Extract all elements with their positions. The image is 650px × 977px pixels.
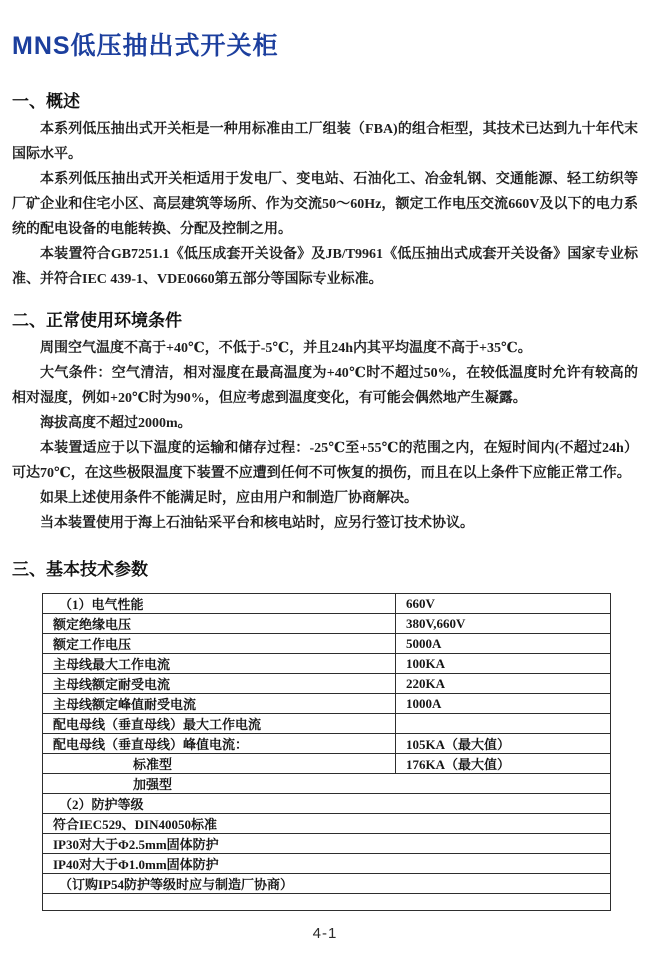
- section-environment-body: [12, 336, 638, 536]
- page-title: MNS低压抽出式开关柜: [12, 32, 279, 60]
- section-environment-heading: 二、正常使用环境条件: [12, 311, 182, 330]
- param-label-cell: 额定工作电压: [43, 634, 396, 654]
- param-label-cell: 主母线额定耐受电流: [43, 674, 396, 694]
- param-label-cell: 主母线额定峰值耐受电流: [43, 694, 396, 714]
- table-row: [43, 774, 611, 794]
- table-row: [43, 714, 611, 734]
- param-value-cell: 1000A: [396, 694, 611, 714]
- param-label-cell: IP30对大于Φ2.5mm固体防护: [43, 834, 611, 854]
- param-label-cell: 配电母线（垂直母线）峰值电流：: [43, 734, 396, 754]
- table-row: [43, 794, 611, 814]
- param-label-cell: 加强型: [43, 774, 611, 794]
- param-value-cell: 380V,660V: [396, 614, 611, 634]
- param-label-cell: 主母线最大工作电流: [43, 654, 396, 674]
- param-label-cell: （2）防护等级: [43, 794, 611, 814]
- table-row: [43, 674, 611, 694]
- paragraph: 周围空气温度不高于+40℃，不低于-5℃，并且24h内其平均温度不高于+35℃。: [40, 341, 532, 356]
- param-value-cell: [396, 714, 611, 734]
- table-row: [43, 594, 611, 614]
- table-row: [43, 854, 611, 874]
- paragraph: 本装置符合GB7251.1《低压成套开关设备》及JB/T9961《低压抽出式成套开关设备》国家专业标准、并符合IEC 439-1、VDE0660第五部分等国际专业标准。: [12, 247, 638, 287]
- paragraph: 当本装置使用于海上石油钻采平台和核电站时，应另行签订技术协议。: [40, 516, 474, 531]
- section-overview-heading: 一、概述: [12, 92, 80, 111]
- table-row: [43, 694, 611, 714]
- param-label-cell: 额定绝缘电压: [43, 614, 396, 634]
- table-row: [43, 754, 611, 774]
- param-value-cell: 220KA: [396, 674, 611, 694]
- param-label-cell: （订购IP54防护等级时应与制造厂协商）: [43, 874, 611, 894]
- param-label-cell: 符合IEC529、DIN40050标准: [43, 814, 611, 834]
- paragraph: 如果上述使用条件不能满足时，应由用户和制造厂协商解决。: [40, 491, 418, 506]
- table-row: [43, 834, 611, 854]
- table-row: [43, 634, 611, 654]
- param-label-cell: 标准型: [43, 754, 396, 774]
- paragraph: 大气条件：空气清洁，相对湿度在最高温度为+40℃时不超过50%，在较低温度时允许有较高的相对湿度，例如+20℃时为90%，但应考虑到温度变化，有可能会偶然地产生凝露。: [12, 366, 638, 406]
- paragraph: 本系列低压抽出式开关柜适用于发电厂、变电站、石油化工、冶金轧钢、交通能源、轻工纺织等厂矿企业和住宅小区、高层建筑等场所、作为交流50～60Hz，额定工作电压交流660V及以下的电力系统的配电设备的电能转换、分配及控制之用。: [12, 172, 638, 237]
- param-value-cell: 660V: [396, 594, 611, 614]
- section-parameters-heading: 三、基本技术参数: [12, 560, 148, 579]
- param-value-cell: 100KA: [396, 654, 611, 674]
- param-label-cell: 配电母线（垂直母线）最大工作电流: [43, 714, 396, 734]
- param-value-cell: 5000A: [396, 634, 611, 654]
- param-value-cell: 176KA（最大值）: [396, 754, 611, 774]
- table-row: [43, 734, 611, 754]
- paragraph: 本装置适应于以下温度的运输和储存过程：-25℃至+55℃的范围之内，在短时间内(不超过24h）可达70℃，在这些极限温度下装置不应遭到任何不可恢复的损伤，而且在以上条件下应能正常工作。: [12, 441, 638, 481]
- param-label-cell: （1）电气性能: [43, 594, 396, 614]
- param-label-cell: [43, 894, 611, 911]
- param-value-cell: 105KA（最大值）: [396, 734, 611, 754]
- table-row: [43, 654, 611, 674]
- table-row: [43, 894, 611, 911]
- table-row: [43, 814, 611, 834]
- paragraph: 海拔高度不超过2000m。: [40, 416, 192, 431]
- table-technical-parameters: [42, 593, 611, 911]
- section-overview-body: [12, 117, 638, 292]
- page-number: 4-1: [312, 925, 338, 942]
- param-label-cell: IP40对大于Φ1.0mm固体防护: [43, 854, 611, 874]
- table-row: [43, 874, 611, 894]
- table-row: [43, 614, 611, 634]
- paragraph: 本系列低压抽出式开关柜是一种用标准由工厂组装（FBA)的组合柜型，其技术已达到九十年代末国际水平。: [12, 122, 638, 162]
